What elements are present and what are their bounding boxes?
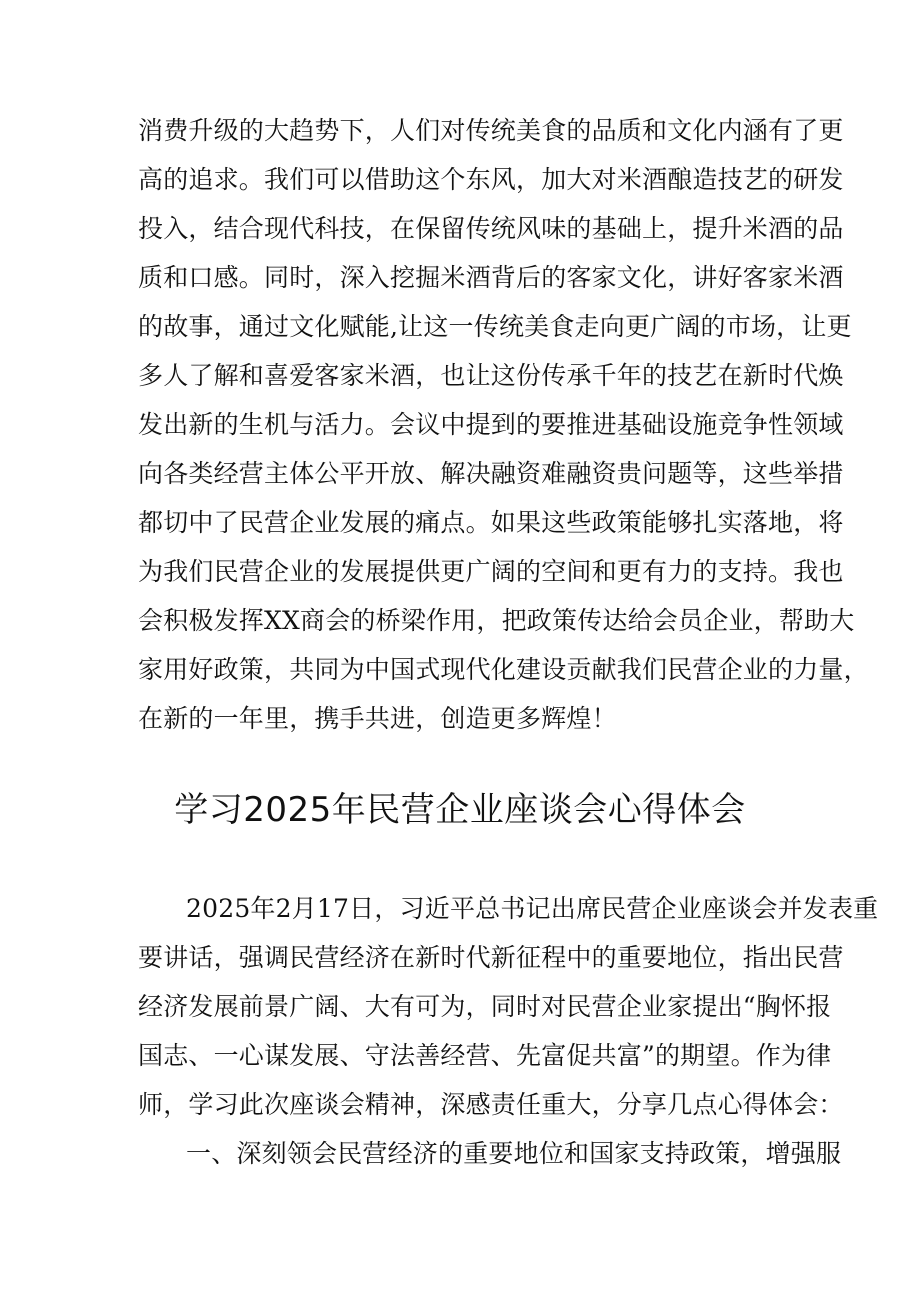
paragraph-line: 向各类经营主体公平开放、解决融资难融资贵问题等，这些举措 [138,459,844,488]
paragraph-line: 都切中了民营企业发展的痛点。如果这些政策能够扎实落地，将 [138,508,844,537]
paragraph-line: 投入，结合现代科技，在保留传统风味的基础上，提升米酒的品 [138,214,844,243]
paragraph-line: 2025年2月17日，习近平总书记出席民营企业座谈会并发表重 [186,894,879,923]
paragraph-line: 消费升级的大趋势下，人们对传统美食的品质和文化内涵有了更 [138,116,844,145]
paragraph-line: 要讲话，强调民营经济在新时代新征程中的重要地位，指出民营 [138,943,844,972]
paragraph-line: 为我们民营企业的发展提供更广阔的空间和更有力的支持。我也 [138,557,844,586]
paragraph-line: 师，学习此次座谈会精神，深感责任重大，分享几点心得体会： [138,1090,844,1119]
paragraph-line: 国志、一心谋发展、守法善经营、先富促共富”的期望。作为律 [138,1041,832,1070]
paragraph-line: 多人了解和喜爱客家米酒，也让这份传承千年的技艺在新时代焕 [138,361,844,390]
section-title: 学习2025年民营企业座谈会心得体会 [174,790,746,830]
point-one-heading: 一、深刻领会民营经济的重要地位和国家支持政策，增强服 [186,1139,842,1168]
paragraph-line: 发出新的生机与活力。会议中提到的要推进基础设施竞争性领域 [138,410,844,439]
paragraph-line: 高的追求。我们可以借助这个东风，加大对米酒酿造技艺的研发 [138,165,844,194]
paragraph-line: 家用好政策，共同为中国式现代化建设贡献我们民营企业的力量， [138,655,869,684]
paragraph-line: 会积极发挥XX商会的桥梁作用，把政策传达给会员企业，帮助大 [138,606,855,635]
paragraph-line: 质和口感。同时，深入挖掘米酒背后的客家文化，讲好客家米酒 [138,263,844,292]
paragraph-line: 经济发展前景广阔、大有可为，同时对民营企业家提出“胸怀报 [138,992,832,1021]
paragraph-line: 的故事，通过文化赋能,让这一传统美食走向更广阔的市场，让更 [138,312,852,341]
paragraph-line: 在新的一年里，携手共进，创造更多辉煌！ [138,704,617,733]
